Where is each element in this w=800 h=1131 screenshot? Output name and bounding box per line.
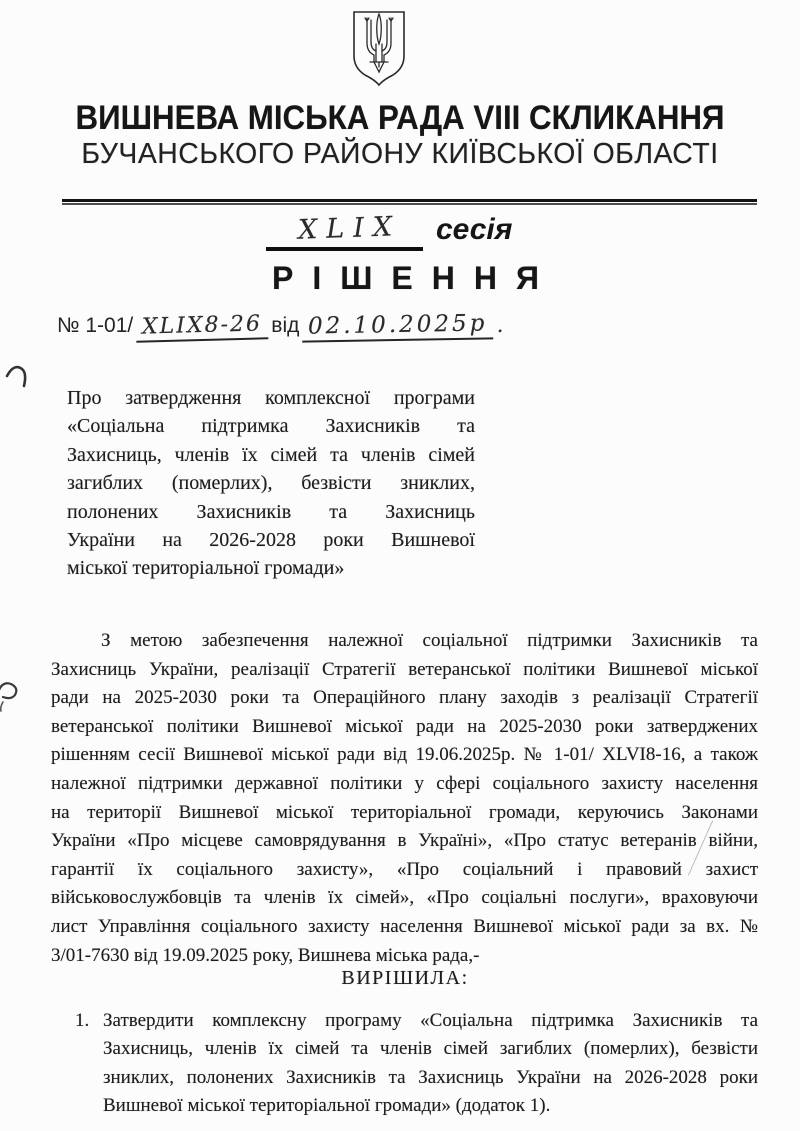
date-label: від [271, 314, 300, 337]
session-number-underline [266, 247, 423, 251]
body-line: належної підтримки державної політики у сфері соціального захисту населення [51, 772, 758, 794]
decision-number-handwritten: XLIX8-26 [136, 311, 269, 342]
header-double-rule [62, 199, 757, 205]
session-number-handwritten: XLIX [297, 211, 402, 246]
org-name-secondary: БУЧАНСЬКОГО РАЙОНУ КИЇВСЬКОЇ ОБЛАСТІ [81, 138, 719, 170]
body-line: на території Вишневої міської територіальної громади, керуючись Законами [51, 801, 758, 823]
body-line: Захисниць України, реалізації Стратегії ветеранської політики Вишневої міської [51, 658, 758, 680]
resolution-heading: ВИРІШИЛА: [341, 967, 469, 989]
org-name-primary: ВИШНЕВА МІСЬКА РАДА VIII СКЛИКАННЯ [75, 99, 725, 137]
subject-line: «Соціальна підтримка Захисників та [67, 415, 475, 438]
body-line: ради на 2025-2030 роки та Операційного плану заходів з реалізації Стратегії [51, 687, 758, 709]
body-line: ветеранської політики Вишневої міської ради на 2025-2030 роки затверджених [51, 715, 758, 737]
item-line: Захисниць, членів їх сімей та членів сімей загиблих (померлих), безвісти [103, 1038, 758, 1060]
body-line: З метою забезпечення належної соціальної підтримки Захисників та [101, 630, 758, 651]
body-line: лист Управління соціального захисту населення Вишневої міської ради за вх. № [51, 915, 758, 937]
subject-line: України на 2026-2028 роки Вишневої [67, 529, 475, 552]
subject-line: загиблих (померлих), безвісти зниклих, [67, 472, 475, 495]
body-line: України «Про місцеве самоврядування в Україні», «Про статус ветеранів війни, [51, 830, 758, 852]
subject-line: полонених Захисників та Захисниць [67, 500, 475, 523]
session-label: сесія [436, 213, 513, 246]
decision-number-prefix: № 1-01/ [57, 314, 134, 337]
subject-line: міської територіальної громади» [67, 557, 345, 580]
decision-heading: РІШЕННЯ [272, 260, 558, 296]
item-line: Затвердити комплексну програму «Соціальна підтримка Захисників та [103, 1010, 758, 1031]
item-line: зниклих, полонених Захисників та Захисниць України на 2026-2028 роки [103, 1066, 758, 1088]
decision-date-handwritten: 02.10.2025р [302, 310, 494, 342]
body-paragraph [51, 627, 758, 970]
resolution-item [103, 1007, 758, 1121]
item-number: 1. [75, 1010, 90, 1031]
body-line: військовослужбовців та членів їх сімей», «Про соціальні послуги», враховуючи [51, 887, 758, 909]
pen-mark-icon [0, 680, 23, 718]
subject-line: Захисниць, членів їх сімей та членів сімей [67, 443, 475, 466]
ukraine-trident-coat-of-arms-icon [350, 10, 408, 87]
item-line: Вишневої міської територіальної громади» (додаток 1). [103, 1095, 551, 1117]
pen-mark-icon [4, 361, 32, 393]
body-line: рішенням сесії Вишневої міської ради від 19.06.2025р. № 1-01/ XLVI8-16, а також [51, 744, 758, 766]
body-line: гарантії їх соціального захисту», «Про соціальний і правовий захист [51, 858, 758, 880]
date-period: . [496, 313, 504, 337]
decision-number-line [57, 312, 503, 341]
subject-line: Про затвердження комплексної програми [67, 387, 475, 409]
subject-block [67, 384, 475, 583]
body-line: 3/01-7630 від 19.09.2025 року, Вишнева міська рада,- [51, 944, 480, 966]
